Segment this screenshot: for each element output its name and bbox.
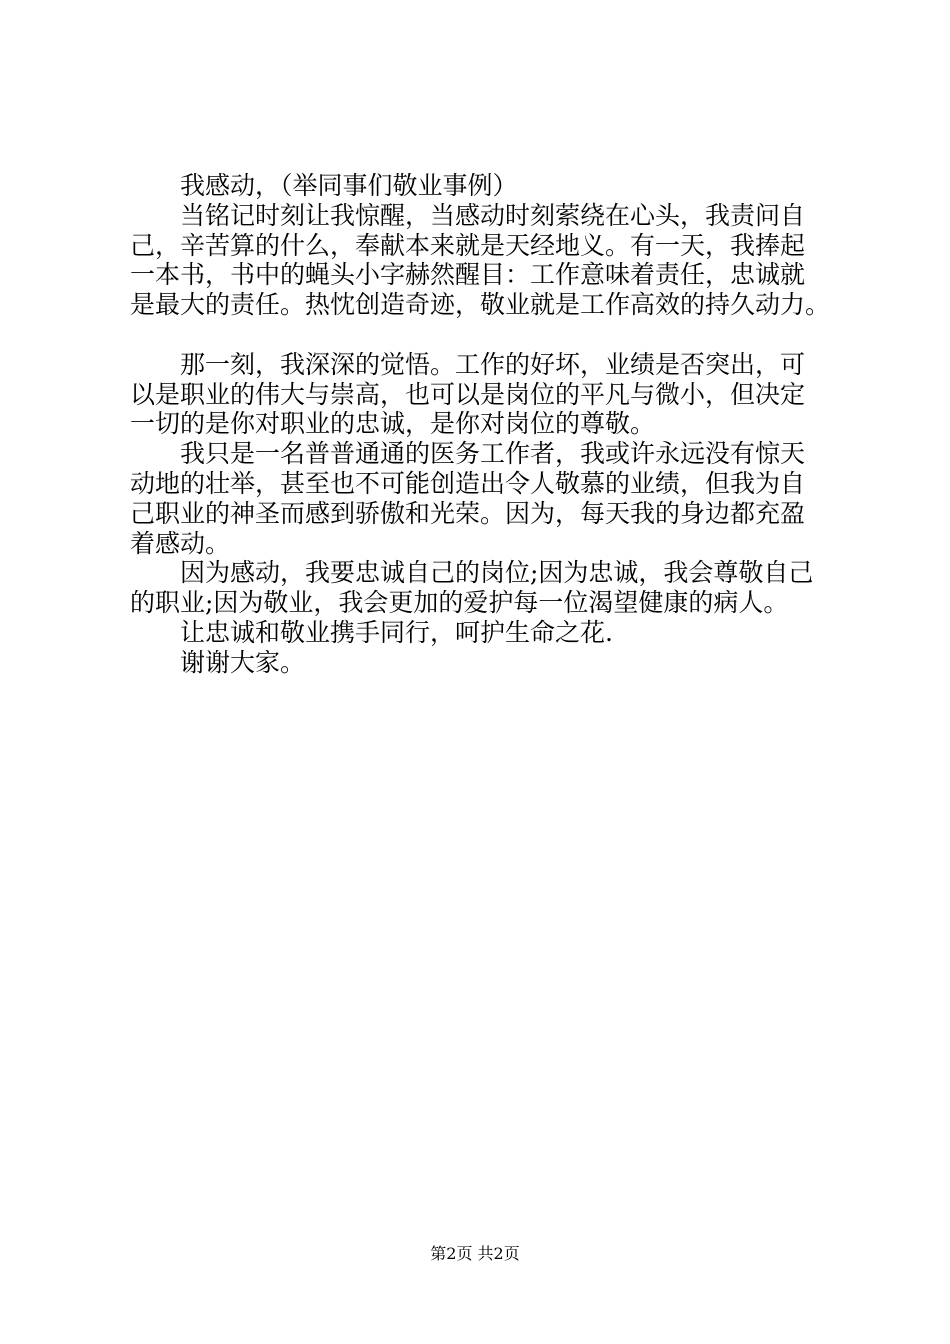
paragraph-line: 让忠诚和敬业携手同行，呵护生命之花. [130, 617, 613, 647]
paragraph-spacer [130, 320, 830, 350]
paragraph-line: 我只是一名普普通通的医务工作者，我或许永远没有惊天 [130, 439, 806, 469]
paragraph-line: 以是职业的伟大与崇高，也可以是岗位的平凡与微小，但决定 [130, 379, 806, 409]
paragraph-line: 一切的是你对职业的忠诚，是你对岗位的尊敬。 [130, 409, 656, 439]
paragraph-line: 的职业;因为敬业，我会更加的爱护每一位渴望健康的病人。 [130, 588, 789, 618]
paragraph-line: 着感动。 [130, 528, 231, 558]
paragraph-line: 一本书，书中的蝇头小字赫然醒目：工作意味着责任，忠诚就 [130, 260, 806, 290]
paragraph-line: 当铭记时刻让我惊醒，当感动时刻萦绕在心头，我责问自 [130, 200, 806, 230]
document-body [130, 171, 830, 678]
page-number-footer: 第2页 共2页 [430, 1244, 520, 1263]
paragraph-line: 己，辛苦算的什么，奉献本来就是天经地义。有一天，我捧起 [130, 230, 806, 260]
paragraph-line: 动地的壮举，甚至也不可能创造出令人敬慕的业绩，但我为自 [130, 468, 806, 498]
paragraph-line: 谢谢大家。 [130, 647, 306, 677]
paragraph-line: 是最大的责任。热忱创造奇迹，敬业就是工作高效的持久动力。 [130, 290, 831, 320]
paragraph-line: 我感动，（举同事们敬业事例） [130, 171, 518, 200]
paragraph-line: 因为感动，我要忠诚自己的岗位;因为忠诚，我会尊敬自己 [130, 558, 814, 588]
paragraph-line: 那一刻，我深深的觉悟。工作的好坏，业绩是否突出，可 [130, 349, 806, 379]
paragraph-line: 己职业的神圣而感到骄傲和光荣。因为，每天我的身边都充盈 [130, 498, 806, 528]
